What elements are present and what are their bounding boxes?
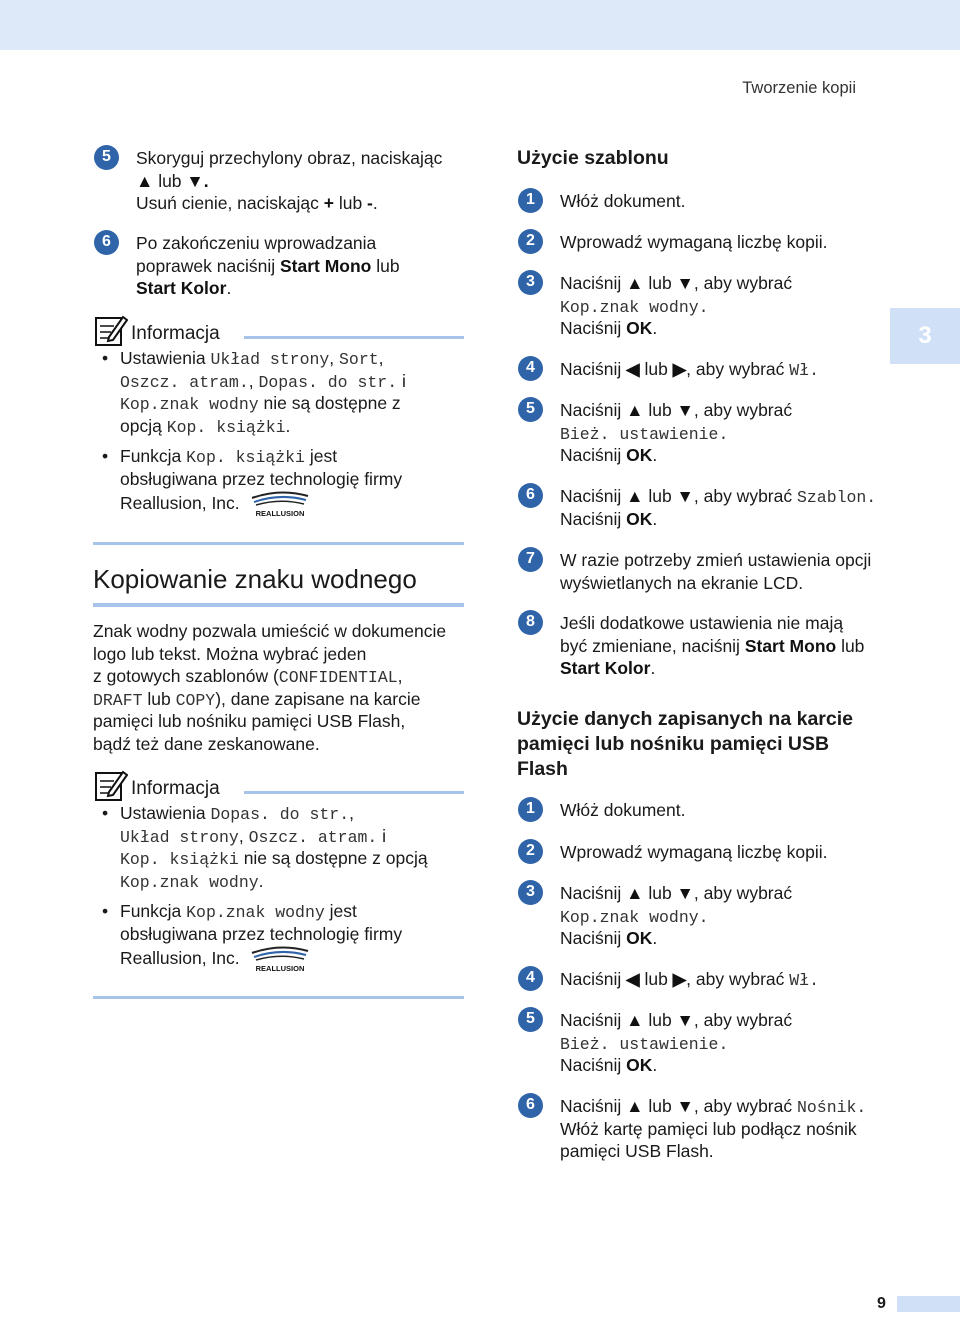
step-number: 6 xyxy=(518,1093,543,1118)
step-text: Jeśli dodatkowe ustawienia nie mają być zmieniane, naciśnij Start Mono lub Start Kolor. xyxy=(560,613,865,678)
step-text: Naciśnij ▲ lub ▼, aby wybrać Bież. ustawienie. Naciśnij OK. xyxy=(560,1010,793,1075)
up-arrow-icon: ▲ xyxy=(626,1096,644,1116)
chapter-tab: 3 xyxy=(890,308,960,364)
subsection-heading: Użycie danych zapisanych na karcie pamięci lub nośniku pamięci USB Flash xyxy=(517,708,853,780)
right-arrow-icon: ▶ xyxy=(672,359,687,379)
up-arrow-icon: ▲ xyxy=(626,273,644,293)
page-number: 9 xyxy=(877,1295,886,1312)
step-number: 3 xyxy=(518,880,543,905)
down-arrow-icon: ▼. xyxy=(186,170,209,191)
step-number: 1 xyxy=(518,797,543,822)
step-text: Skoryguj przechylony obraz, naciskając ▲ lub ▼. Usuń cienie, naciskając + lub -. xyxy=(136,148,443,213)
right-arrow-icon: ▶ xyxy=(672,969,687,989)
step-text: Po zakończeniu wprowadzania poprawek naciśnij Start Mono lub Start Kolor. xyxy=(136,233,400,298)
section-heading: Kopiowanie znaku wodnego xyxy=(93,564,417,594)
svg-text:REALLUSION: REALLUSION xyxy=(255,509,305,519)
step-text: Naciśnij ▲ lub ▼, aby wybrać Nośnik. Włóż kartę pamięci lub podłącz nośnik pamięci USB Flash. xyxy=(560,1096,867,1161)
up-arrow-icon: ▲ xyxy=(626,883,644,903)
note-item: • Ustawienia Układ strony, Sort, Oszcz. atram., Dopas. do str. i Kop.znak wodny nie są dostępne z opcją Kop. książki. xyxy=(102,347,406,437)
up-arrow-icon: ▲ xyxy=(136,170,154,191)
step-number: 8 xyxy=(518,610,543,635)
footer-bar xyxy=(897,1296,960,1312)
note-list xyxy=(102,802,428,974)
up-arrow-icon: ▲ xyxy=(626,486,644,506)
note-item: • Ustawienia Dopas. do str., Układ strony, Oszcz. atram. i Kop. książki nie są dostępne z opcją Kop.znak wodny. xyxy=(102,802,428,892)
note-rule xyxy=(244,336,464,339)
step-number: 3 xyxy=(518,270,543,295)
step-number: 1 xyxy=(518,188,543,213)
up-arrow-icon: ▲ xyxy=(626,1010,644,1030)
step-number: 6 xyxy=(518,483,543,508)
down-arrow-icon: ▼ xyxy=(676,400,694,420)
reallusion-logo xyxy=(248,488,312,518)
divider xyxy=(93,996,464,999)
left-arrow-icon: ◀ xyxy=(626,969,640,989)
step-text: Wprowadź wymaganą liczbę kopii. xyxy=(560,842,828,862)
down-arrow-icon: ▼ xyxy=(676,273,694,293)
step-number: 7 xyxy=(518,547,543,572)
down-arrow-icon: ▼ xyxy=(676,486,694,506)
down-arrow-icon: ▼ xyxy=(676,1096,694,1116)
svg-text:REALLUSION: REALLUSION xyxy=(255,964,305,974)
body-paragraph: Znak wodny pozwala umieścić w dokumencie logo lub tekst. Można wybrać jeden z gotowych szablonów (CONFIDENTIAL, DRAFT lub COPY), dane zapisane na karcie pamięci lub nośniku pamięci USB Flash, bądź też dane zeskanowane. xyxy=(93,621,447,754)
step-number: 5 xyxy=(518,397,543,422)
info-note-2 xyxy=(94,768,464,988)
note-item: • Funkcja Kop. książki jest obsługiwana przez technologię firmy Reallusion, Inc. REALLUSION xyxy=(102,445,406,515)
step-text: Włóż dokument. xyxy=(560,800,686,820)
info-note-1 xyxy=(94,313,464,533)
step-number: 5 xyxy=(518,1007,543,1032)
down-arrow-icon: ▼ xyxy=(676,883,694,903)
step-text: Włóż dokument. xyxy=(560,191,686,211)
subsection-heading: Użycie szablonu xyxy=(517,147,669,169)
step-number: 4 xyxy=(518,356,543,381)
pencil-note-icon xyxy=(94,768,128,802)
step-text: Wprowadź wymaganą liczbę kopii. xyxy=(560,232,828,252)
left-arrow-icon: ◀ xyxy=(626,359,640,379)
running-header: Tworzenie kopii xyxy=(742,79,856,97)
note-rule xyxy=(244,791,464,794)
note-list xyxy=(102,347,406,519)
step-text: Naciśnij ▲ lub ▼, aby wybrać Bież. ustawienie. Naciśnij OK. xyxy=(560,400,793,465)
up-arrow-icon: ▲ xyxy=(626,400,644,420)
step-number: 2 xyxy=(518,839,543,864)
step-text: Naciśnij ▲ lub ▼, aby wybrać Szablon. Naciśnij OK. xyxy=(560,486,877,529)
down-arrow-icon: ▼ xyxy=(676,1010,694,1030)
top-band xyxy=(0,0,960,50)
pencil-note-icon xyxy=(94,313,128,347)
step-number: 2 xyxy=(518,229,543,254)
step-text: Naciśnij ▲ lub ▼, aby wybrać Kop.znak wodny. Naciśnij OK. xyxy=(560,883,793,948)
heading-underline xyxy=(93,603,464,607)
step-text: W razie potrzeby zmień ustawienia opcji wyświetlanych na ekranie LCD. xyxy=(560,550,872,593)
step-number: 5 xyxy=(94,145,119,170)
step-text: Naciśnij ◀ lub ▶, aby wybrać Wł. xyxy=(560,359,819,380)
note-item: • Funkcja Kop.znak wodny jest obsługiwana przez technologię firmy Reallusion, Inc. REALLUSION xyxy=(102,900,428,970)
step-text: Naciśnij ◀ lub ▶, aby wybrać Wł. xyxy=(560,969,819,990)
divider xyxy=(93,542,464,545)
step-number: 6 xyxy=(94,230,119,255)
note-title: Informacja xyxy=(131,323,220,344)
reallusion-logo xyxy=(248,943,312,973)
step-text: Naciśnij ▲ lub ▼, aby wybrać Kop.znak wodny. Naciśnij OK. xyxy=(560,273,793,338)
step-number: 4 xyxy=(518,966,543,991)
note-title: Informacja xyxy=(131,778,220,799)
